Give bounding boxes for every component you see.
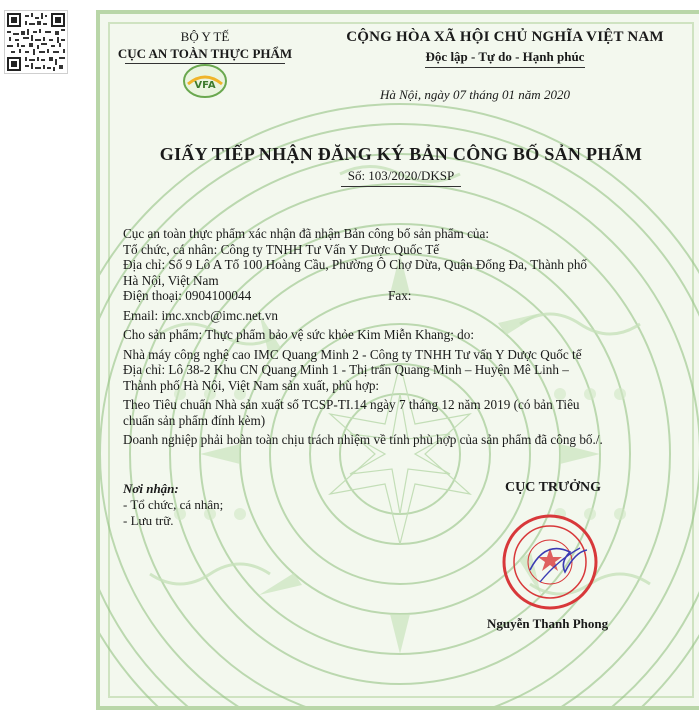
- standard-line-2: chuẩn sản phẩm đính kèm): [123, 412, 266, 428]
- factory-address-line-2: Thành phố Hà Nội, Việt Nam sản xuất, phù hợp:: [123, 377, 380, 393]
- recipients: [123, 481, 223, 529]
- certificate: [96, 10, 699, 710]
- address-line-2: Hà Nội, Việt Nam: [123, 272, 219, 288]
- phone: Điện thoại: 0904100044: [123, 288, 252, 303]
- signer-name: Nguyễn Thanh Phong: [487, 616, 609, 631]
- logo-text: VFA: [194, 80, 216, 91]
- contact-line: [123, 288, 668, 304]
- factory-line: Nhà máy công nghệ cao IMC Quang Minh 2 - Công ty TNHH Tư vấn Y Dược Quốc tế: [123, 346, 582, 362]
- fax: Fax:: [388, 288, 412, 303]
- responsibility-line: Doanh nghiệp phải hoàn toàn chịu trách nhiệm về tính phù hợp của sản phẩm đã công bố./.: [123, 432, 603, 447]
- department-name: CỤC AN TOÀN THỰC PHẨM: [117, 46, 293, 61]
- recipient-item: - Tổ chức, cá nhân;: [123, 497, 224, 512]
- issue-date: Hà Nội, ngày 07 tháng 01 năm 2020: [380, 87, 570, 102]
- document-number: [100, 168, 699, 187]
- left-margin: [0, 0, 90, 699]
- national-header: [330, 28, 680, 68]
- issuer-header: [110, 28, 300, 64]
- email-line: Email: imc.xncb@imc.net.vn: [123, 307, 278, 323]
- factory-address-line-1: Địa chỉ: Lô 38-2 Khu CN Quang Minh 1 - Thị trấn Quang Minh – Huyện Mê Linh –: [123, 362, 569, 377]
- standard-line-1: Theo Tiêu chuẩn Nhà sản xuất số TCSP-TI.14 ngày 7 tháng 12 năm 2019 (có bản Tiêu: [123, 397, 580, 412]
- number-underline: [341, 186, 461, 187]
- document-title: GIẤY TIẾP NHẬN ĐĂNG KÝ BẢN CÔNG BỐ SẢN PHẨM: [159, 144, 643, 164]
- qr-code-icon: [4, 10, 68, 74]
- vfa-logo-icon: [182, 62, 228, 100]
- motto-underline: [425, 67, 585, 68]
- product-line: Cho sản phẩm: Thực phẩm bảo vệ sức khỏe Kim Miễn Khang; do:: [123, 327, 475, 342]
- national-motto: Độc lập - Tự do - Hạnh phúc: [425, 49, 585, 64]
- ministry-name: BỘ Y TẾ: [180, 29, 230, 44]
- document-body: [123, 226, 668, 448]
- address-line-1: Địa chỉ: Số 9 Lô A Tổ 100 Hoàng Cầu, Phường Ô Chợ Dừa, Quận Đống Đa, Thành phố: [123, 257, 588, 272]
- republic-name: CỘNG HÒA XÃ HỘI CHỦ NGHĨA VIỆT NAM: [346, 29, 664, 45]
- document-number-text: Số: 103/2020/DKSP: [347, 168, 455, 183]
- signer-position: CỤC TRƯỞNG: [505, 480, 602, 495]
- official-seal-icon: [500, 512, 600, 612]
- intro-line: Cục an toàn thực phẩm xác nhận đã nhận Bản công bố sản phẩm của:: [123, 226, 490, 241]
- recipient-item: - Lưu trữ.: [123, 513, 174, 528]
- recipients-heading: Nơi nhận:: [123, 481, 179, 496]
- organization-line: Tổ chức, cá nhân: Công ty TNHH Tư Vấn Y Dược Quốc Tế: [123, 241, 440, 257]
